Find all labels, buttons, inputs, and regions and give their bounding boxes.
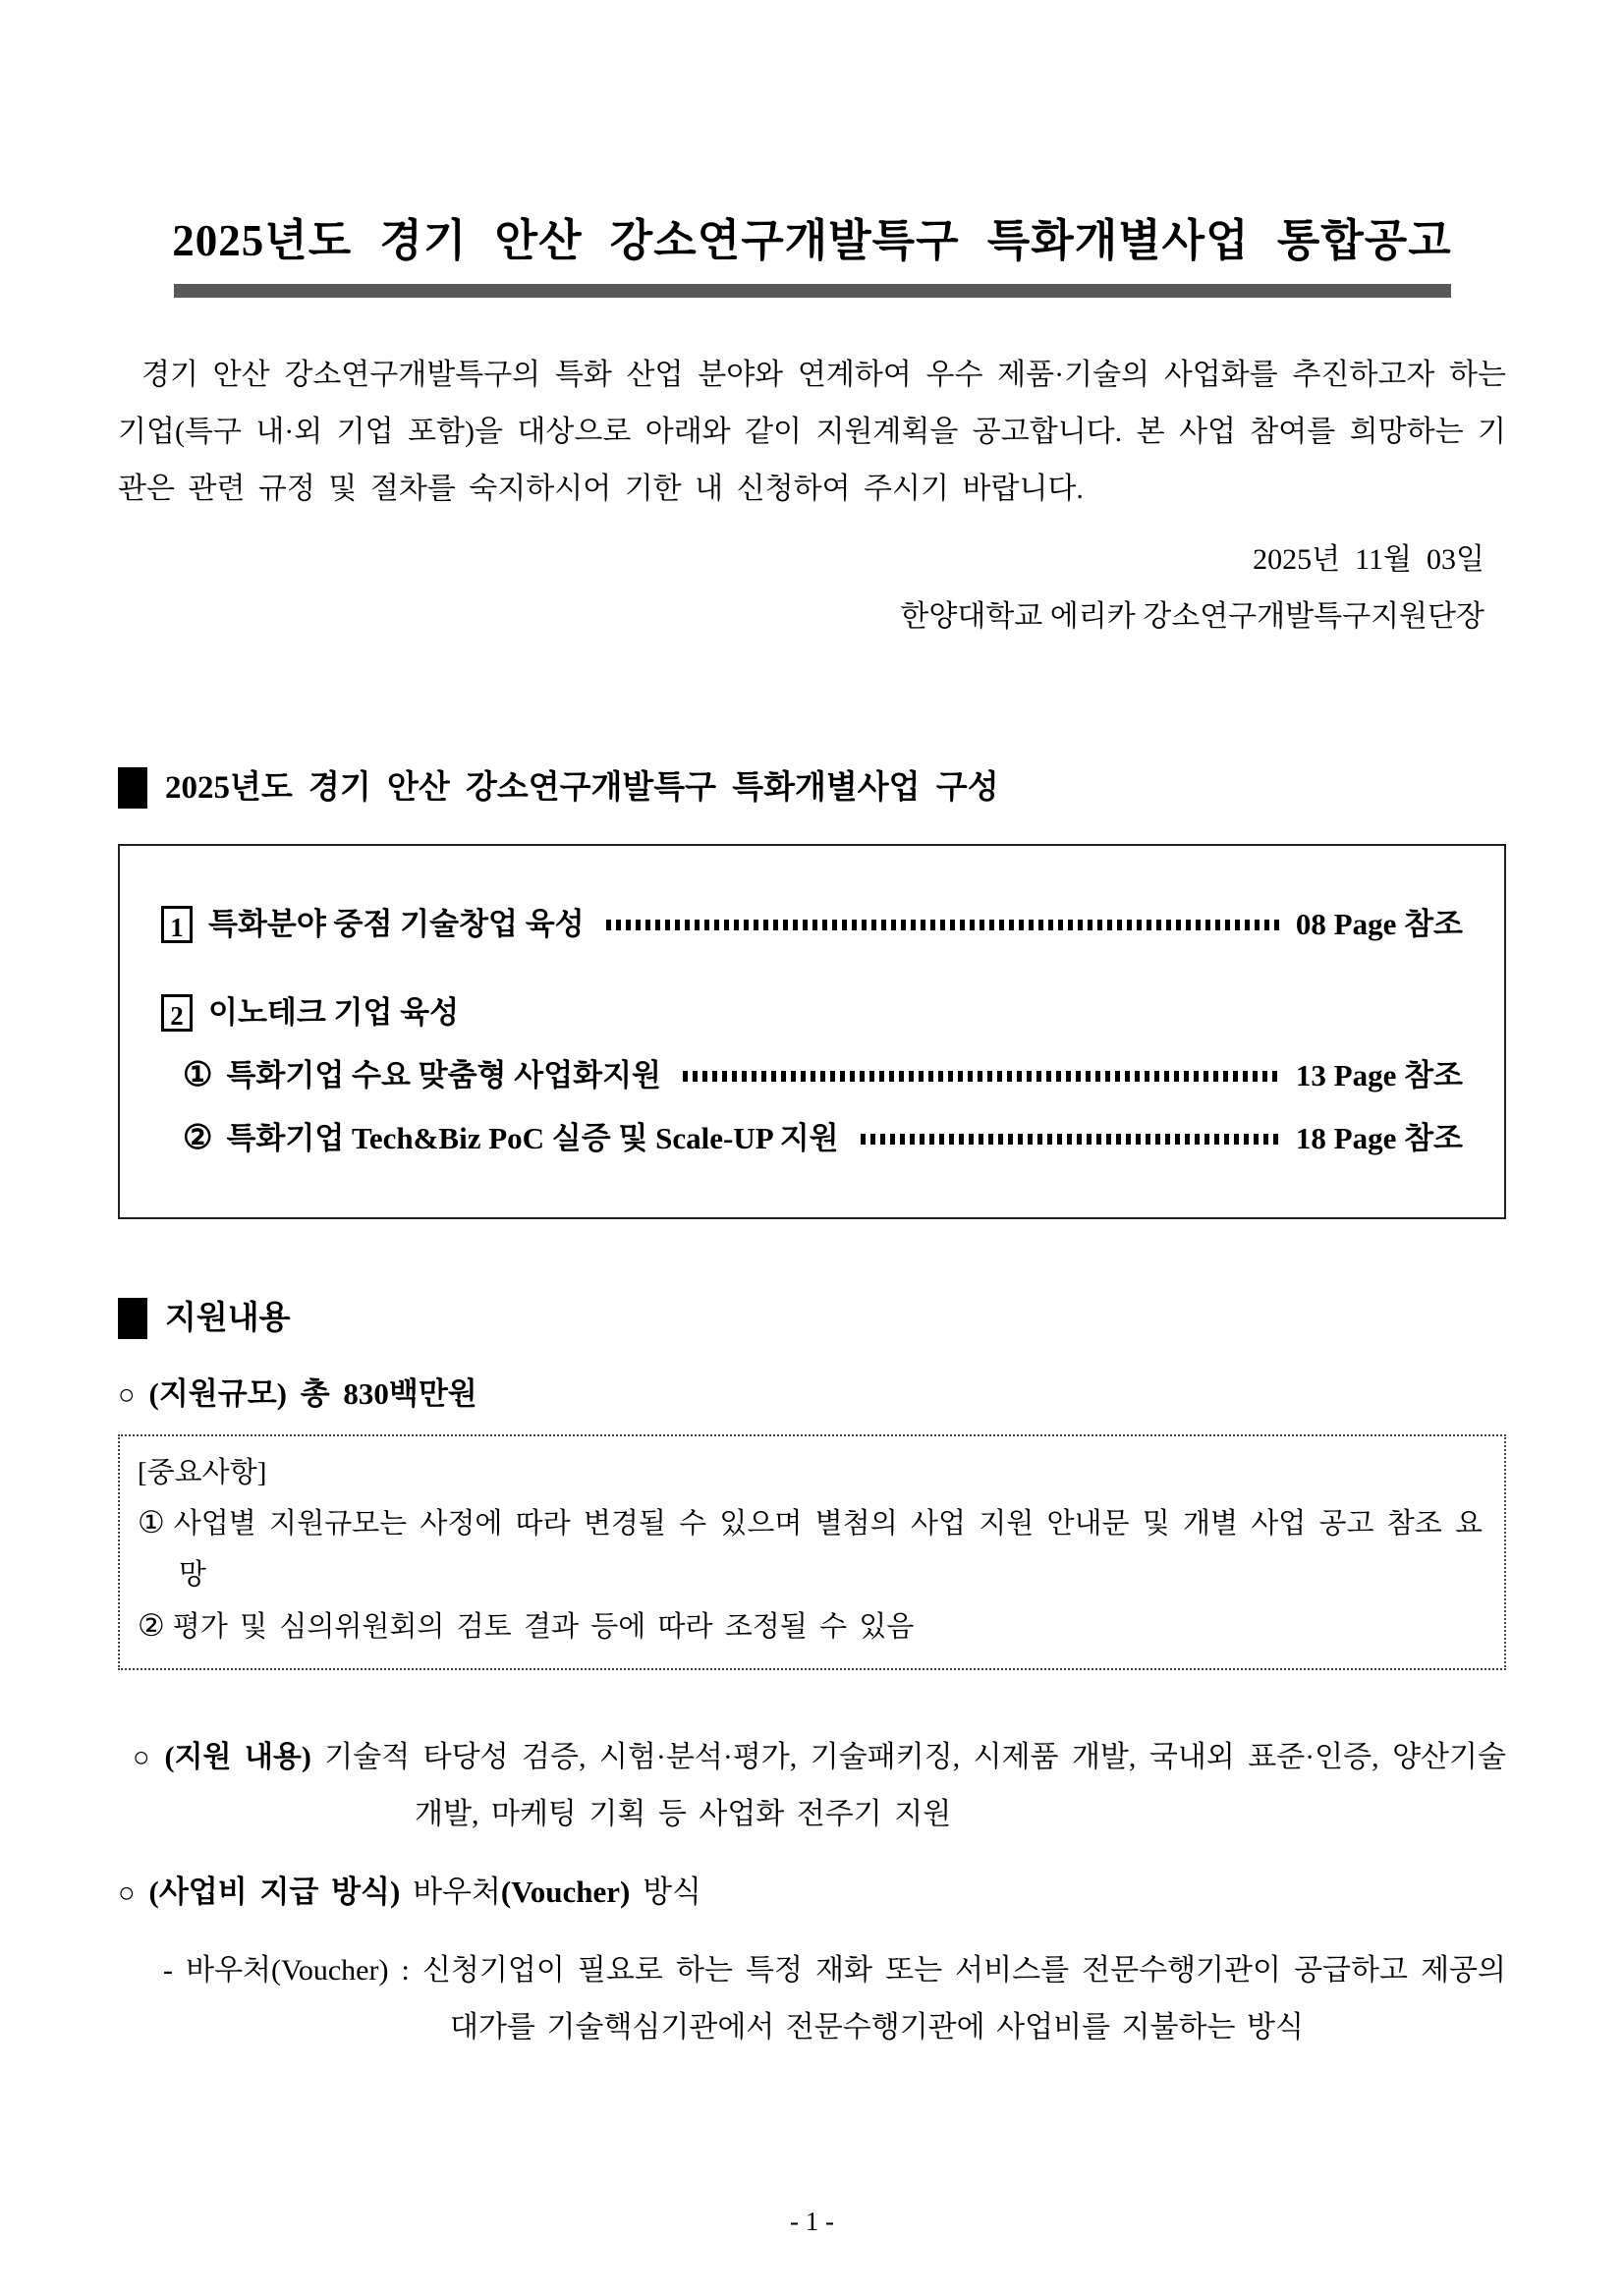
- dotted-leader: [606, 920, 1280, 930]
- scale-value: 총 830백만원: [300, 1376, 477, 1411]
- support-section-heading: [118, 1296, 1506, 1341]
- notice-box: [118, 1434, 1506, 1670]
- signature-block: [118, 532, 1506, 645]
- composition-section-heading: [118, 765, 1506, 811]
- support-scale-line: [118, 1374, 1506, 1415]
- announcement-signer: 한양대학교 에리카 강소연구개발특구지원단장: [900, 600, 1484, 633]
- section-square-icon: [118, 1298, 147, 1339]
- notice-item-text: 평가 및 심의위원회의 검토 결과 등에 따라 조정될 수 있음: [172, 1611, 915, 1643]
- page-title: 2025년도 경기 안산 강소연구개발특구 특화개별사업 통합공고: [172, 216, 1452, 265]
- section-square-icon: [118, 767, 147, 809]
- payment-label: (사업비 지급 방식): [148, 1875, 401, 1909]
- content-label: (지원 내용): [164, 1741, 311, 1773]
- title-rule: [174, 284, 1451, 298]
- circled-number-icon: ①: [138, 1505, 166, 1540]
- composition-item: [161, 981, 1463, 1044]
- announcement-date: 2025년 11월 03일: [1253, 543, 1484, 576]
- notice-item: [138, 1497, 1483, 1600]
- circled-number-icon: ②: [138, 1608, 165, 1643]
- payment-suffix: 방식: [630, 1875, 702, 1909]
- scale-label: (지원규모): [148, 1376, 287, 1411]
- item-page-ref: 18 Page 참조: [1295, 1121, 1463, 1155]
- voucher-lead: 바우처(Voucher) :: [186, 1954, 410, 1987]
- support-heading-text: 지원내용: [165, 1301, 291, 1336]
- item-page-ref: 13 Page 참조: [1295, 1058, 1463, 1092]
- composition-item: [161, 893, 1463, 956]
- notice-item-text: 사업별 지원규모는 사정에 따라 변경될 수 있으며 별첨의 사업 지원 안내문 및 개별 사업 공고 참조 요망: [173, 1508, 1484, 1591]
- voucher-definition: [118, 1942, 1506, 2056]
- content-text: 기술적 타당성 검증, 시험·분석·평가, 기술패키징, 시제품 개발, 국내외 표준·인증, 양산기술 개발, 마케팅 기획 등 사업화 전주기 지원: [324, 1741, 1506, 1830]
- circle-bullet-icon: ○: [133, 1742, 151, 1773]
- item-label: 특화분야 중점 기술창업 육성: [208, 907, 585, 941]
- circled-number-icon: ②: [183, 1120, 213, 1156]
- notice-title: [중요사항]: [138, 1457, 267, 1488]
- payment-term: 바우처: [413, 1875, 501, 1909]
- composition-subitem: [161, 1107, 1463, 1170]
- notice-item: [138, 1600, 1483, 1652]
- composition-heading-text: 2025년도 경기 안산 강소연구개발특구 특화개별사업 구성: [165, 770, 999, 806]
- dash-marker: -: [163, 1954, 173, 1987]
- payment-term-en: (Voucher): [500, 1875, 631, 1909]
- boxed-number-icon: 2: [161, 994, 193, 1032]
- item-page-ref: 08 Page 참조: [1295, 907, 1463, 941]
- composition-box: [118, 844, 1506, 1219]
- page-number: - 1 -: [790, 2207, 834, 2236]
- support-content-line: [118, 1729, 1506, 1843]
- intro-paragraph: 경기 안산 강소연구개발특구의 특화 산업 분야와 연계하여 우수 제품·기술의 사업화를 추진하고자 하는 기업(특구 내·외 기업 포함)을 대상으로 아래와 같이 지원계획을 공고합니다. 본 사업 참여를 희망하는 기관은 관련 규정 및 절차를 숙지하시어 기한 내 신청하여 주시기 바랍니다.: [118, 359, 1506, 505]
- circle-bullet-icon: ○: [118, 1379, 136, 1411]
- voucher-text: 신청기업이 필요로 하는 특정 재화 또는 서비스를 전문수행기관이 공급하고 제공의 대가를 기술핵심기관에서 전문수행기관에 사업비를 지불하는 방식: [421, 1954, 1507, 2044]
- circled-number-icon: ①: [183, 1057, 213, 1093]
- boxed-number-icon: 1: [161, 906, 193, 943]
- composition-subitem: [161, 1044, 1463, 1107]
- item-label: 특화기업 수요 맞춤형 사업화지원: [226, 1058, 661, 1092]
- item-label: 이노테크 기업 육성: [208, 995, 460, 1030]
- dotted-leader: [683, 1071, 1280, 1082]
- item-label: 특화기업 Tech&Biz PoC 실증 및 Scale-UP 지원: [226, 1121, 839, 1155]
- circle-bullet-icon: ○: [118, 1877, 136, 1909]
- payment-method-line: [118, 1871, 1506, 1915]
- dotted-leader: [861, 1134, 1280, 1145]
